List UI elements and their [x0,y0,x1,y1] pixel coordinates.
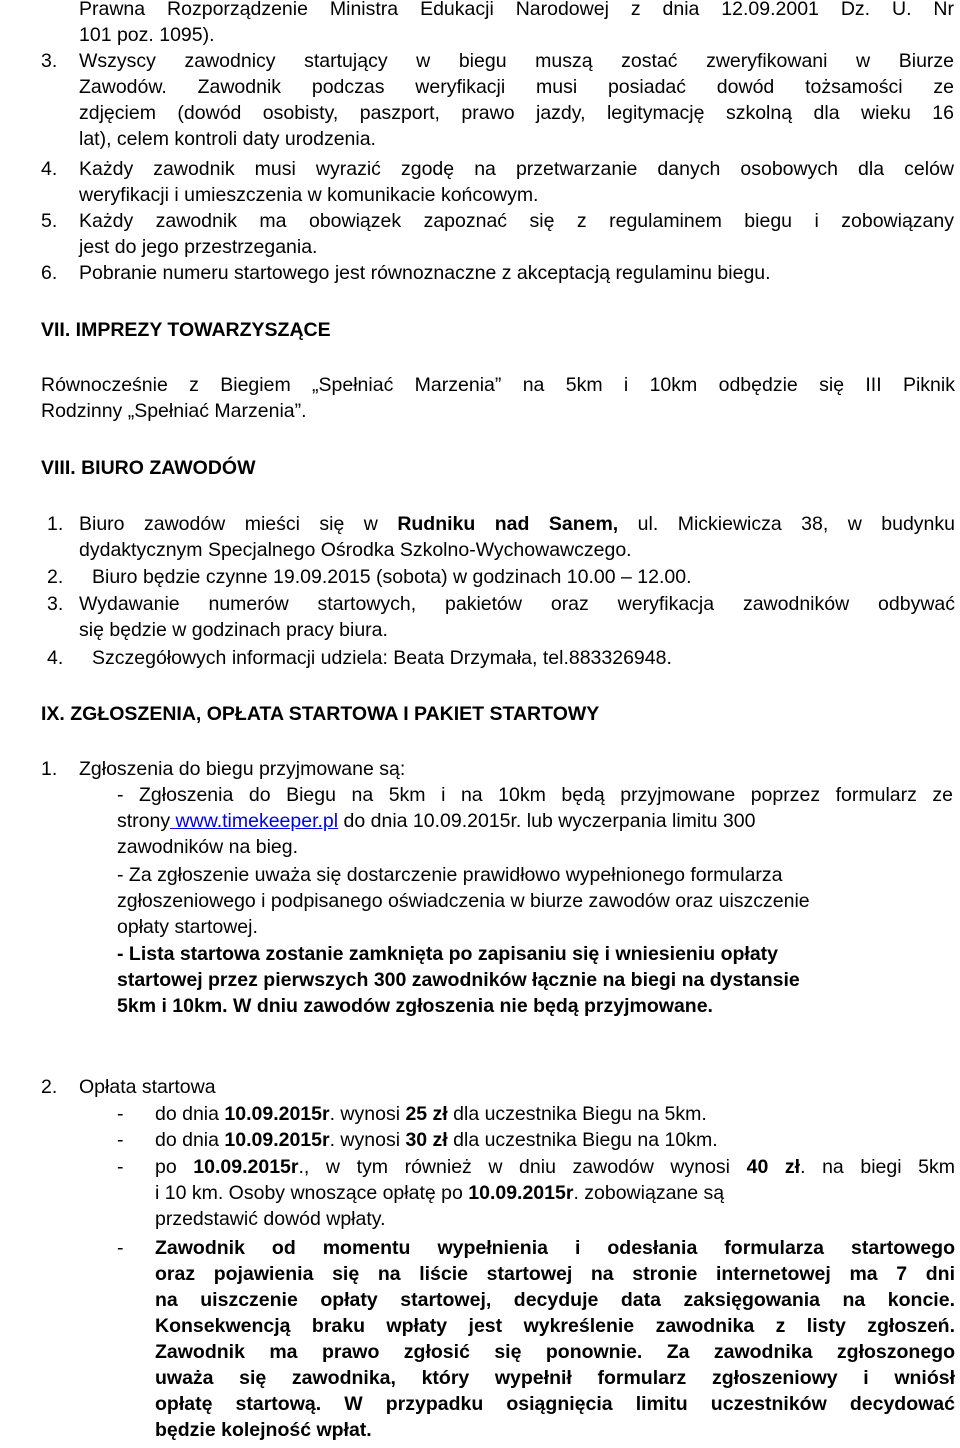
fee-item-2 [155,1127,718,1153]
registration-bullet-3 [117,941,800,1019]
text-span: . wynosi [329,1129,406,1151]
text-line: - Lista startowa zostanie zamknięta po zapisaniu się i wniesieniu opłaty [117,943,779,965]
text-line: Każdy zawodnik ma obowiązek zapoznać się z regulaminem biegu i zobowiązany [79,210,954,232]
list-number: 1. [47,513,64,535]
fee-heading: Opłata startowa [79,1076,216,1098]
location-name: Rudniku nad Sanem, [397,513,619,535]
text-line: Pobranie numeru startowego jest równoznaczne z akceptacją regulaminu biegu. [79,262,771,284]
text-line: Wszyscy zawodnicy startujący w biegu muszą zostać zweryfikowani w Biurze [79,50,954,72]
text-span: . na biegi 5km [800,1156,956,1178]
registration-bullet-2 [117,862,810,940]
text-line: - Za zgłoszenie uważa się dostarczenie prawidłowo wypełnionego formularza [117,864,783,886]
dash-marker: - [117,1237,124,1259]
text-line: Wydawanie numerów startowych, pakietów oraz weryfikacja zawodników odbywać [79,593,955,615]
date-value: 10.09.2015r [193,1156,299,1178]
list-number: 5. [41,210,58,232]
text-line [155,1154,955,1180]
text-line: uważa się zawodnika, który wypełnił formularz zgłoszeniowy i wniósł [155,1367,955,1389]
text-line: się będzie w godzinach pracy biura. [79,619,388,641]
dash-marker: - [117,1156,124,1178]
text-line: lat), celem kontroli daty urodzenia. [79,128,376,150]
text-line: zgłoszeniowego i podpisanego oświadczenia w biurze zawodów oraz uiszczenie [117,890,810,912]
list-item-5 [79,208,954,260]
date-value: 10.09.2015r [224,1103,330,1125]
text-span: do dnia [155,1129,225,1151]
text-line: startowej przez pierwszych 300 zawodników łącznie na biegi na dystansie [117,969,800,991]
office-item-4: Szczegółowych informacji udziela: Beata Drzymała, tel.883326948. [92,647,672,669]
fee-item-1 [155,1101,707,1127]
text-line: - Zgłoszenia do Biegu na 5km i na 10km będą przyjmowane poprzez formularz ze [117,784,953,806]
text-line: zawodników na bieg. [117,836,299,858]
registration-bullet-1 [117,782,953,860]
fee-amount: 25 zł [405,1103,448,1125]
section-vii-paragraph [41,372,955,424]
text-span: i 10 km. Osoby wnoszące opłatę po [155,1182,469,1204]
text-span: . wynosi [329,1103,406,1125]
text-line: Zawodów. Zawodnik podczas weryfikacji musi posiadać dowód tożsamości ze [79,76,954,98]
text-span: dla uczestnika Biegu na 5km. [447,1103,707,1125]
text-line: oraz pojawienia się na liście startowej na stronie internetowej ma 7 dni [155,1263,955,1285]
fee-item-3 [155,1154,955,1232]
text-span: . zobowiązane są [573,1182,725,1204]
list-number: 1. [41,758,58,780]
text-span: strony [117,810,171,832]
list-number: 2. [47,566,64,588]
timekeeper-link[interactable]: www.timekeeper.pl [170,810,339,832]
list-item-6 [79,260,771,286]
text-line [117,808,953,834]
list-number: 4. [41,158,58,180]
office-item-3 [79,591,955,643]
text-line: 101 poz. 1095). [79,24,215,46]
text-line: przedstawić dowód wpłaty. [155,1208,386,1230]
list-number: 6. [41,262,58,284]
date-value: 10.09.2015r [468,1182,574,1204]
text-span: do dnia 10.09.2015r. lub wyczerpania limitu 300 [338,810,756,832]
list-item-3 [79,48,954,152]
text-span: ul. Mickiewicza 38, w budynku [618,513,955,535]
list-item-4 [79,156,954,208]
text-span: po [155,1156,194,1178]
text-span: ., w tym również w dniu zawodów wynosi [298,1156,747,1178]
office-item-2: Biuro będzie czynne 19.09.2015 (sobota) w godzinach 10.00 – 12.00. [92,566,692,588]
dash-marker: - [117,1129,124,1151]
office-item-1 [79,511,955,563]
text-line: Prawna Rozporządzenie Ministra Edukacji Narodowej z dnia 12.09.2001 Dz. U. Nr [79,0,954,20]
text-line: dydaktycznym Specjalnego Ośrodka Szkolno-Wychowawczego. [79,539,632,561]
text-span: dla uczestnika Biegu na 10km. [447,1129,718,1151]
text-line: opłaty startowej. [117,916,258,938]
fee-amount: 40 zł [746,1156,801,1178]
date-value: 10.09.2015r [224,1129,330,1151]
text-span: Biuro zawodów mieści się w [79,513,398,535]
list-number: 3. [41,50,58,72]
text-line: jest do jego przestrzegania. [79,236,318,258]
dash-marker: - [117,1103,124,1125]
text-span: do dnia [155,1103,225,1125]
fee-amount: 30 zł [405,1129,448,1151]
section-heading-viii: VIII. BIURO ZAWODÓW [41,457,256,479]
text-line [79,511,955,537]
section-heading-vii: VII. IMPREZY TOWARZYSZĄCE [41,319,331,341]
text-line: 5km i 10km. W dniu zawodów zgłoszenia nie będą przyjmowane. [117,995,713,1017]
text-line: Każdy zawodnik musi wyrazić zgodę na przetwarzanie danych osobowych dla celów [79,158,954,180]
section-heading-ix: IX. ZGŁOSZENIA, OPŁATA STARTOWA I PAKIET STARTOWY [41,703,600,725]
text-line: na uiszczenie opłaty startowej, decyduje data zaksięgowania na koncie. [155,1289,955,1311]
text-line: Konsekwencją braku wpłaty jest wykreślenie zawodnika z listy zgłoszeń. [155,1315,955,1337]
text-line: Zawodnik ma prawo zgłosić się ponownie. Za zawodnika zgłoszonego [155,1341,955,1363]
registration-heading: Zgłoszenia do biegu przyjmowane są: [79,758,406,780]
text-line: będzie kolejność wpłat. [155,1419,372,1441]
text-line: weryfikacji i umieszczenia w komunikacie końcowym. [79,184,539,206]
text-line: Równocześnie z Biegiem „Spełniać Marzenia” na 5km i 10km odbędzie się III Piknik [41,374,955,396]
list-number: 2. [41,1076,58,1098]
fee-item-4 [155,1235,955,1443]
list-item-continuation [79,0,954,48]
list-number: 3. [47,593,64,615]
text-line: Rodzinny „Spełniać Marzenia”. [41,400,307,422]
text-line [155,1180,955,1206]
list-number: 4. [47,647,64,669]
text-line: opłatę startową. W przypadku osiągnięcia limitu uczestników decydować [155,1393,955,1415]
text-line: zdjęciem (dowód osobisty, paszport, prawo jazdy, legitymację szkolną dla wieku 16 [79,102,954,124]
text-line: Zawodnik od momentu wypełnienia i odesłania formularza startowego [155,1237,955,1259]
